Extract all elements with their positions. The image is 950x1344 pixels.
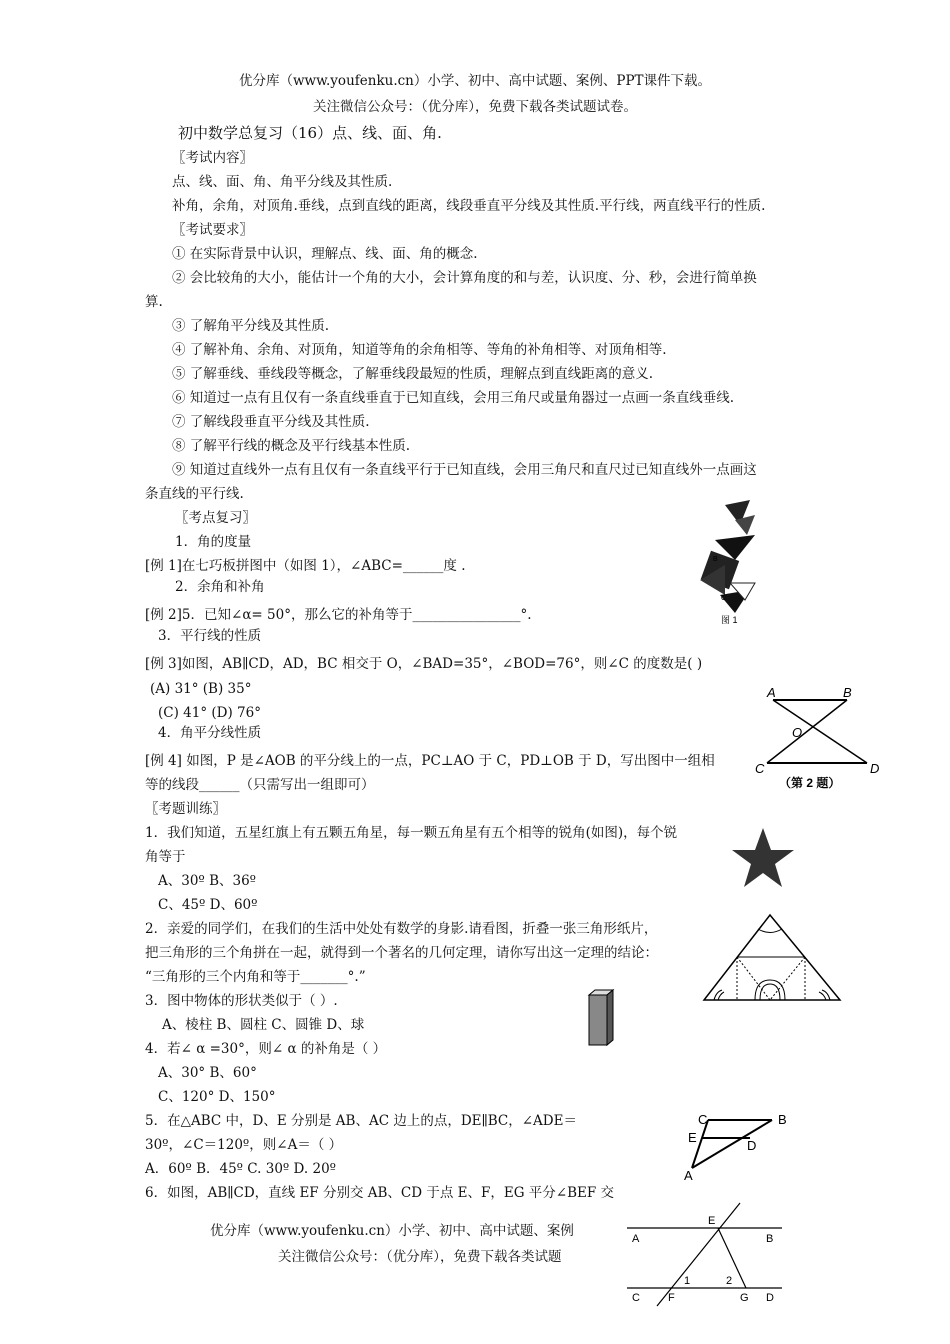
requirement-9-cont: 条直线的平行线. (145, 486, 244, 502)
page-title: 初中数学总复习（16）点、线、面、角. (178, 124, 442, 142)
q6-label-d: D (766, 1292, 774, 1304)
prism-figure (585, 987, 617, 1047)
transversal-figure (622, 1198, 787, 1308)
fig2-label-o: O (792, 725, 803, 740)
footer-line-2: 关注微信公众号：（优分库），免费下载各类试题 (278, 1249, 562, 1265)
example-3-options-cd: (C) 41° (D) 76° (158, 705, 261, 721)
folded-triangle-figure (700, 912, 845, 1004)
q5-label-d: D (747, 1138, 757, 1153)
q5-label-c: C (698, 1112, 708, 1127)
footer-line-1: 优分库（www.youfenku.cn）小学、初中、高中试题、案例 (210, 1223, 574, 1239)
fig2-label-c: C (755, 761, 765, 776)
review-section-3: 3．平行线的性质 (158, 628, 262, 644)
example-2: [例 2]5．已知∠α= 50°，那么它的补角等于________________°. (145, 607, 532, 623)
header-line-2: 关注微信公众号：（优分库），免费下载各类试题试卷。 (313, 99, 637, 115)
q6-label-f: F (668, 1292, 675, 1304)
requirement-6: ⑥ 知道过一点有且仅有一条直线垂直于已知直线，会用三角尺或量角器过一点画一条直线垂线. (172, 390, 735, 406)
question-4-options-ab: A、30° B、60° (158, 1065, 257, 1081)
q6-label-c: C (632, 1292, 640, 1304)
fig2-label-b: B (843, 685, 852, 700)
tangram-figure (695, 495, 765, 630)
question-3-options: A、棱柱 B、圆柱 C、圆锥 D、球 (162, 1017, 365, 1033)
example-4: [例 4] 如图，P 是∠AOB 的平分线上的一点，PC⊥AO 于 C，PD⊥OB 于 D，写出图中一组相 (145, 753, 715, 769)
exam-content-line-1: 点、线、面、角、角平分线及其性质. (172, 174, 393, 190)
question-2-cont: 把三角形的三个角拼在一起，就得到一个著名的几何定理，请你写出这一定理的结论： (145, 945, 658, 961)
requirement-2: ② 会比较角的大小，能估计一个角的大小，会计算角度的和与差，认识度、分、秒，会进行简单换 (172, 270, 757, 286)
question-5-options: A．60º B．45º C. 30º D. 20º (145, 1161, 337, 1177)
fig2-label-a: A (767, 685, 776, 700)
fig2-label-d: D (870, 761, 880, 776)
training-heading: 〖考题训练〗 (145, 801, 226, 817)
requirement-2-cont: 算. (145, 294, 163, 310)
requirement-1: ① 在实际背景中认识，理解点、线、面、角的概念. (172, 246, 478, 262)
review-section-1: 1．角的度量 (175, 534, 252, 550)
review-section-2: 2．余角和补角 (175, 579, 265, 595)
question-2: 2．亲爱的同学们，在我们的生活中处处有数学的身影.请看图，折叠一张三角形纸片， (145, 921, 658, 937)
header-line-1: 优分库（www.youfenku.cn）小学、初中、高中试题、案例、PPT课件下载。 (238, 73, 712, 89)
exam-content-heading: 〖考试内容〗 (172, 150, 253, 166)
q5-label-b: B (778, 1112, 787, 1127)
q5-label-e: E (688, 1130, 697, 1145)
requirement-5: ⑤ 了解垂线、垂线段等概念，了解垂线段最短的性质，理解点到直线距离的意义. (172, 366, 654, 382)
requirement-7: ⑦ 了解线段垂直平分线及其性质. (172, 414, 370, 430)
q5-label-a: A (684, 1168, 693, 1183)
exam-requirements-heading: 〖考试要求〗 (172, 222, 253, 238)
question-5-cont: 30º，∠C＝120º，则∠A＝（ ） (145, 1137, 343, 1153)
question-4-options-cd: C、120° D、150° (158, 1089, 276, 1105)
requirement-3: ③ 了解角平分线及其性质. (172, 318, 330, 334)
requirement-8: ⑧ 了解平行线的概念及平行线基本性质. (172, 438, 411, 454)
exam-content-line-2: 补角，余角，对顶角.垂线，点到直线的距离，线段垂直平分线及其性质.平行线，两直线平行的性质. (172, 198, 766, 214)
q6-label-a: A (632, 1233, 640, 1245)
parallel-lines-figure (755, 685, 890, 795)
q6-label-2: 2 (726, 1275, 733, 1287)
question-1: 1．我们知道，五星红旗上有五颗五角星，每一颗五角星有五个相等的锐角(如图)，每个锐 (145, 825, 678, 841)
review-section-4: 4．角平分线性质 (158, 725, 262, 741)
q6-label-b: B (766, 1233, 774, 1245)
example-1: [例 1]在七巧板拼图中（如图 1），∠ABC=______度 . (145, 558, 466, 574)
question-1-cont: 角等于 (145, 849, 186, 865)
question-1-options-cd: C、45º D、60º (158, 897, 258, 913)
example-4-cont: 等的线段______（只需写出一组即可） (145, 777, 375, 793)
q6-label-e: E (708, 1215, 716, 1227)
star-icon (730, 826, 796, 890)
q6-label-1: 1 (684, 1275, 691, 1287)
review-heading: 〖考点复习〗 (175, 510, 256, 526)
tangram-label-c: C (721, 595, 727, 602)
question-2-blank: “三角形的三个内角和等于_______°.” (145, 969, 366, 985)
triangle-abc-figure (680, 1108, 795, 1183)
question-1-options-ab: A、30º B、36º (158, 873, 257, 889)
question-5: 5．在△ABC 中，D、E 分别是 AB、AC 边上的点，DE∥BC，∠ADE＝ (145, 1113, 577, 1129)
figure-1-caption: 图 1 (721, 615, 738, 625)
tangram-label-b: B (713, 556, 718, 563)
requirement-4: ④ 了解补角、余角、对顶角，知道等角的余角相等、等角的补角相等、对顶角相等. (172, 342, 667, 358)
example-3: [例 3]如图，AB∥CD，AD，BC 相交于 O，∠BAD=35°，∠BOD=76°，则∠C 的度数是( ) (145, 656, 703, 672)
requirement-9: ⑨ 知道过直线外一点有且仅有一条直线平行于已知直线，会用三角尺和直尺过已知直线外一点画这 (172, 462, 757, 478)
q6-label-g: G (740, 1292, 749, 1304)
example-3-options-ab: (A) 31° (B) 35° (150, 681, 252, 697)
question-4: 4．若∠ α =30°，则∠ α 的补角是（ ） (145, 1041, 387, 1057)
figure-2-caption: （第 2 题） (779, 776, 841, 790)
question-3: 3．图中物体的形状类似于（ ）. (145, 993, 338, 1009)
question-6: 6．如图，AB∥CD，直线 EF 分别交 AB、CD 于点 E、F，EG 平分∠BEF 交 (145, 1185, 615, 1201)
